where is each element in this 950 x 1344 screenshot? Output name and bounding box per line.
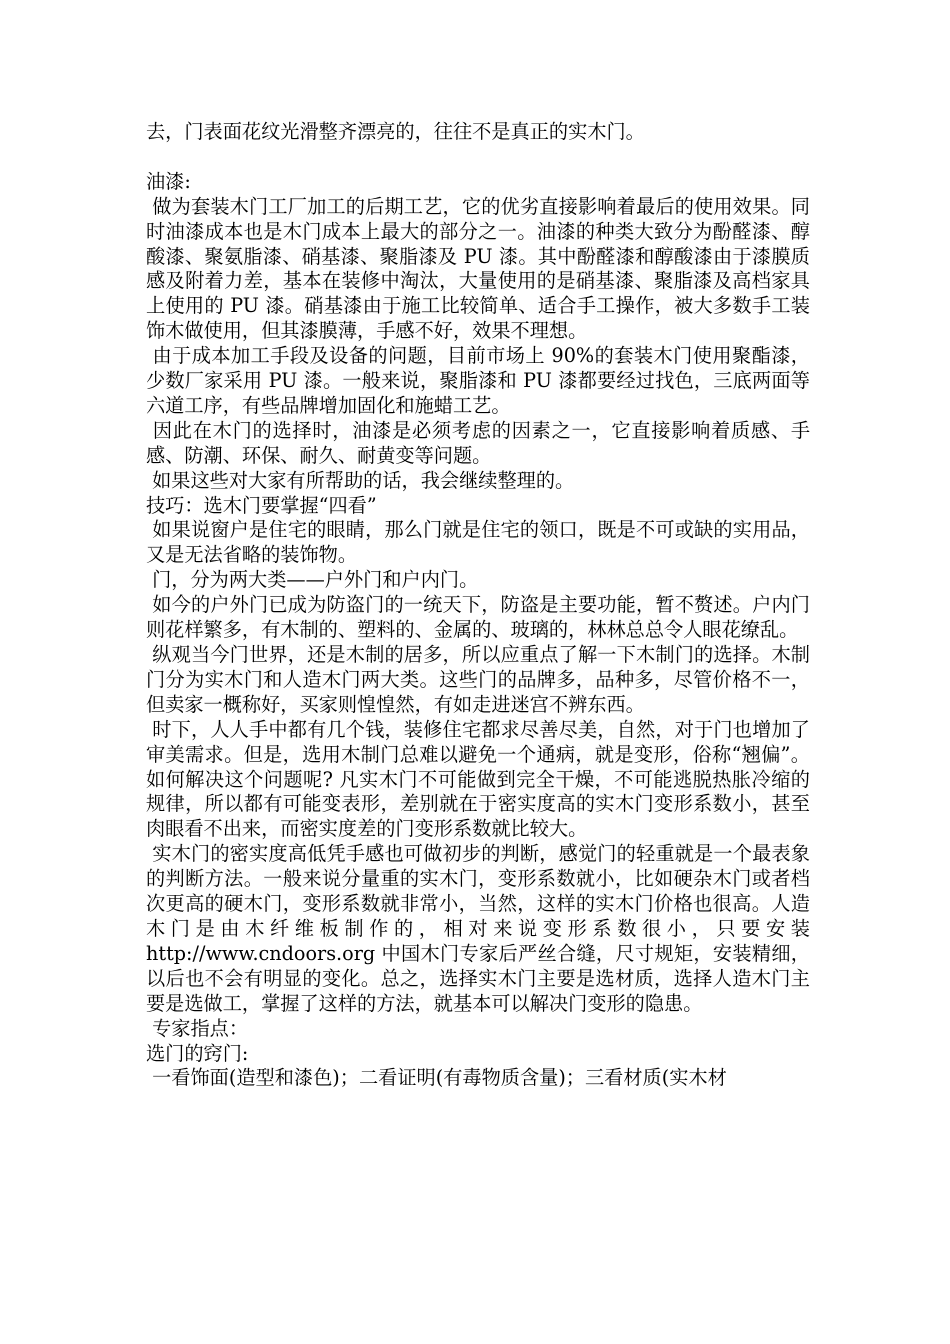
paragraph-density-judgment: 实木门的密实度高低凭手感也可做初步的判断，感觉门的轻重就是一个最表象的判断方法。一般来说分量重的实木门，变形系数就小，比如硬杂木门或者档次更高的硬木门，变形系数就非常小，当然，这样的实木门价格也很高。人造木门是由木纤维板制作的，相对来说变形系数很小，只要安装 http://www.cndoors.org 中国木门专家后严丝合缝，尺寸规矩，安装精细，以后也不会有明显的变化。总之，选择实木门主要是选材质，选择人造木门主要是选做工，掌握了这样的方法，就基本可以解决门变形的隐患。 (146, 842, 817, 1015)
paragraph-door-categories: 门，分为两大类——户外门和户内门。 (146, 568, 479, 592)
paragraph-outdoor-indoor: 如今的户外门已成为防盗门的一统天下，防盗是主要功能，暂不赘述。户内门则花样繁多，有木制的、塑料的、金属的、玻璃的，林林总总令人眼花缭乱。 (146, 593, 810, 642)
document-body (146, 120, 817, 1091)
blank-line (146, 145, 810, 170)
paragraph-author-note: 如果这些对大家有所帮助的话，我会继续整理的。 (146, 468, 575, 492)
heading-paint: 油漆: (146, 169, 191, 193)
paragraph-door-surface-note: 去，门表面花纹光滑整齐漂亮的，往往不是真正的实木门。 (146, 120, 645, 143)
heading-four-looks: 技巧：选木门要掌握“四看” (146, 493, 377, 517)
paragraph-wooden-doors: 纵观当今门世界，还是木制的居多，所以应重点了解一下木制门的选择。木制门分为实木门和人造木门两大类。这些门的品牌多，品种多，尽管价格不一，但卖家一概称好，买家则惶惶然，有如走进迷宫不辨东西。 (146, 643, 810, 716)
paragraph-paint-types: 做为套装木门工厂加工的后期工艺，它的优劣直接影响着最后的使用效果。同时油漆成本也是木门成本上最大的部分之一。油漆的种类大致分为酚醛漆、醇酸漆、聚氨脂漆、硝基漆、聚脂漆及 PU 漆。其中酚醛漆和醇酸漆由于漆膜质感及附着力差，基本在装修中淘汰，大量使用的是硝基漆、聚脂漆及高档家具上使用的 PU 漆。硝基漆由于施工比较简单、适合手工操作，被大多数手工装饰木做使用，但其漆膜薄，手感不好，效果不理想。 (146, 194, 810, 343)
paragraph-door-intro: 如果说窗户是住宅的眼睛，那么门就是住宅的领口，既是不可或缺的实用品，又是无法省略的装饰物。 (146, 518, 810, 567)
paragraph-deformation: 时下，人人手中都有几个钱，装修住宅都求尽善尽美，自然，对于门也增加了审美需求。但是，选用木制门总难以避免一个通病，就是变形，俗称“翘偏”。如何解决这个问题呢? 凡实木门不可能做到完全干燥，不可能逃脱热胀冷缩的规律，所以都有可能变表形，差别就在于密实度高的实木门变形系数小，甚至肉眼看不出来，而密实度差的门变形系数就比较大。 (146, 717, 810, 841)
heading-expert-tips: 专家指点： (146, 1016, 249, 1040)
paragraph-paint-market: 由于成本加工手段及设备的问题，目前市场上 90%的套装木门使用聚酯漆，少数厂家采用 PU 漆。一般来说，聚脂漆和 PU 漆都要经过找色，三底两面等六道工序，有些品牌增加固化和施蜡工艺。 (146, 344, 810, 417)
heading-door-tips: 选门的窍门: (146, 1041, 249, 1065)
paragraph-four-looks-list: 一看饰面(造型和漆色)；二看证明(有毒物质含量)；三看材质(实木材 (146, 1066, 727, 1090)
paragraph-paint-importance: 因此在木门的选择时，油漆是必须考虑的因素之一，它直接影响着质感、手感、防潮、环保、耐久、耐黄变等问题。 (146, 418, 810, 467)
